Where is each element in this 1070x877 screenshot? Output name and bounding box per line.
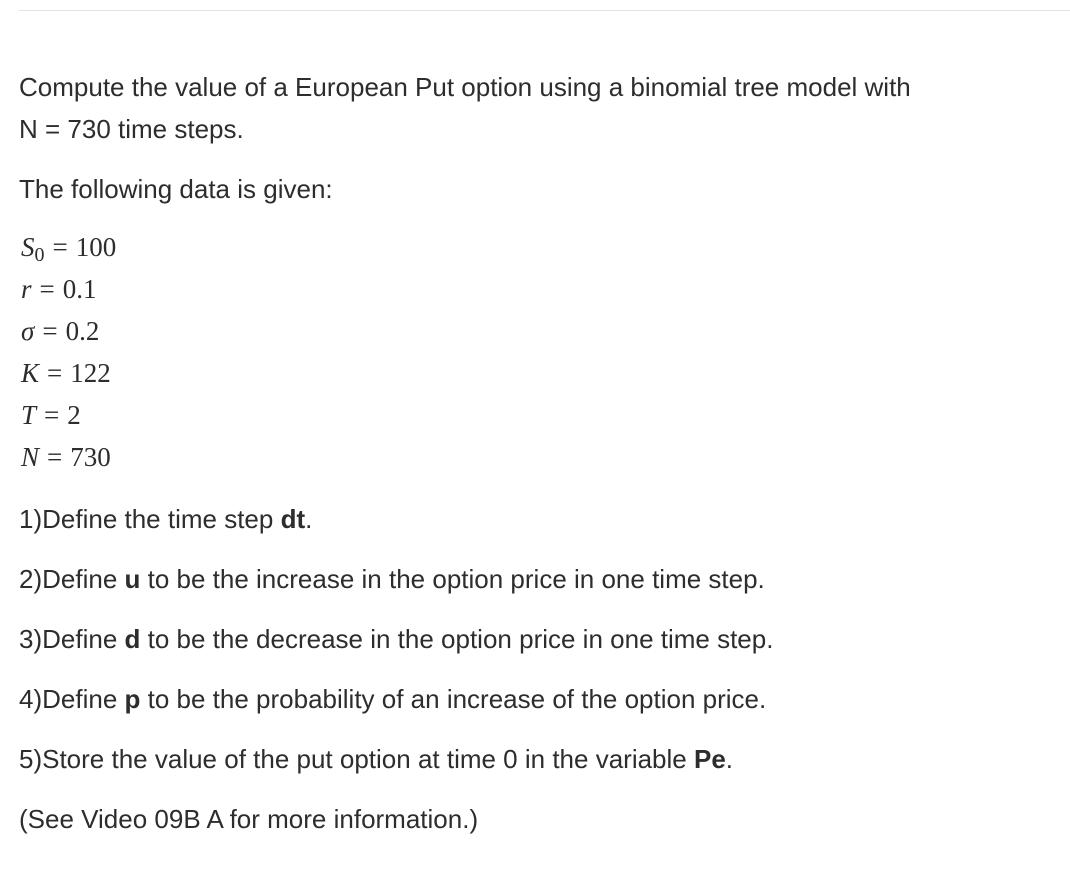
parameter-value: 730: [70, 442, 111, 472]
step-5: 5)Store the value of the put option at time 0 in the variable Pe.: [19, 744, 734, 774]
step-3: 3)Define d to be the decrease in the option price in one time step.: [19, 624, 774, 654]
intro-paragraph: [19, 66, 1059, 150]
parameter-symbol: S: [21, 232, 35, 262]
parameter-sigma: σ = 0.2: [21, 316, 100, 346]
step-4: 4)Define p to be the probability of an increase of the option price.: [19, 684, 767, 714]
intro-line-2: N = 730 time steps.: [19, 114, 244, 144]
parameter-value: 122: [70, 358, 111, 388]
parameter-symbol: K: [21, 358, 40, 388]
video-reference-note: (See Video 09B A for more information.): [19, 804, 479, 834]
step-2: 2)Define u to be the increase in the option price in one time step.: [19, 564, 765, 594]
parameter-n: N = 730: [21, 442, 111, 472]
parameter-r: r = 0.1: [21, 274, 97, 304]
variable-name: u: [124, 564, 141, 594]
variable-name: p: [124, 684, 141, 714]
given-heading: The following data is given:: [19, 174, 333, 204]
parameter-value: 0.2: [65, 316, 100, 346]
parameter-k: K = 122: [21, 358, 111, 388]
problem-statement: [19, 66, 1059, 840]
parameter-value: 0.1: [62, 274, 97, 304]
parameter-symbol: σ: [21, 316, 35, 346]
parameter-value: 100: [75, 232, 117, 262]
variable-name: d: [124, 624, 141, 654]
intro-line-1: Compute the value of a European Put option using a binomial tree model with: [19, 72, 911, 102]
variable-name: dt: [280, 504, 306, 534]
parameter-list: [21, 226, 1059, 478]
parameter-t: T = 2: [21, 400, 81, 430]
step-1: 1)Define the time step dt.: [19, 504, 313, 534]
parameter-s0: $S_0 = 100$: [21, 232, 117, 266]
parameter-symbol: r: [21, 274, 32, 304]
parameter-subscript: 0: [34, 244, 45, 266]
parameter-value: 2: [67, 400, 81, 430]
parameter-symbol: N: [21, 442, 40, 472]
parameter-symbol: T: [21, 400, 37, 430]
top-divider: [19, 10, 1070, 11]
variable-name: Pe: [693, 744, 726, 774]
